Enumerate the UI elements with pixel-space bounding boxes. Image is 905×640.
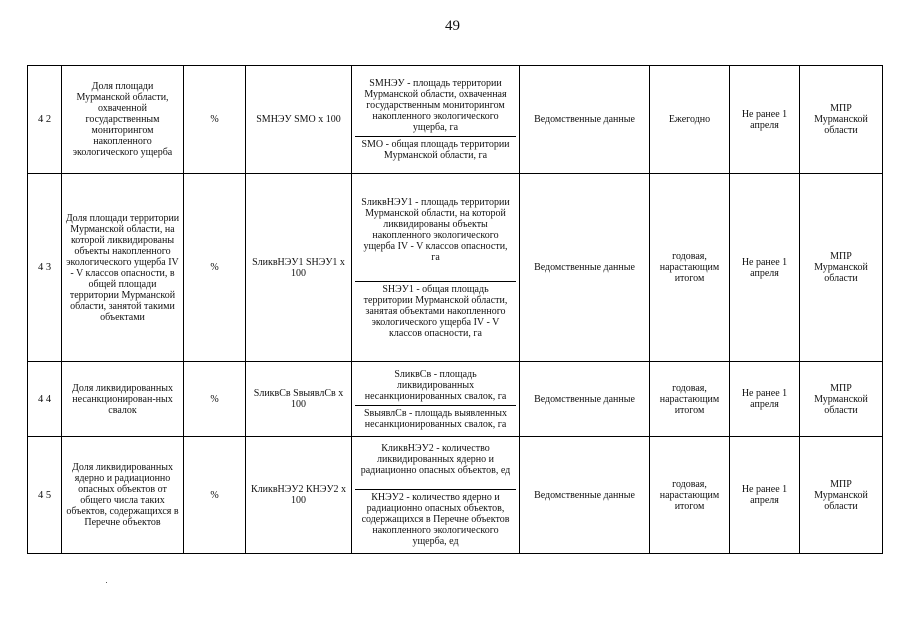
formula: SликвНЭУ1 SНЭУ1 х 100 xyxy=(246,174,352,362)
definitions-cell xyxy=(352,362,520,437)
deadline: Не ранее 1 апреля xyxy=(730,174,800,362)
data-source: Ведомственные данные xyxy=(520,362,650,437)
definitions-cell xyxy=(352,174,520,362)
deadline: Не ранее 1 апреля xyxy=(730,66,800,174)
responsible: МПР Мурманской области xyxy=(800,66,883,174)
table-row xyxy=(28,174,883,362)
definition: КликвНЭУ2 - количество ликвидированных ядерно и радиационно опасных объектов, ед xyxy=(360,443,511,476)
indicators-table xyxy=(27,65,883,554)
definition: SвыявлСв - площадь выявленных несанкционированных свалок, га xyxy=(355,405,516,432)
indicator-name: Доля ликвидированных несанкционирован-ных свалок xyxy=(62,362,184,437)
row-number: 4 3 xyxy=(28,174,62,362)
formula: КликвНЭУ2 КНЭУ2 х 100 xyxy=(246,437,352,554)
unit: % xyxy=(184,437,246,554)
deadline: Не ранее 1 апреля xyxy=(730,437,800,554)
indicator-name: Доля ликвидированных ядерно и радиационно опасных объектов от общего числа таких объектов, содержащихся в Перечне объектов xyxy=(62,437,184,554)
periodicity: годовая, нарастающим итогом xyxy=(650,174,730,362)
indicator-name: Доля площади Мурманской области, охваченной государственным мониторингом накопленного экологического ущерба xyxy=(62,66,184,174)
definitions-cell xyxy=(352,437,520,554)
unit: % xyxy=(184,66,246,174)
row-number: 4 2 xyxy=(28,66,62,174)
page-number: 49 xyxy=(445,18,460,34)
table-row xyxy=(28,66,883,174)
table-row xyxy=(28,437,883,554)
unit: % xyxy=(184,362,246,437)
definition: КНЭУ2 - количество ядерно и радиационно опасных объектов, содержащихся в Перечне объектов накопленного экологического ущерба, ед xyxy=(355,489,516,549)
row-number: 4 5 xyxy=(28,437,62,554)
definition: SликвНЭУ1 - площадь территории Мурманской области, на которой ликвидированы объекты накопленного экологического ущерба IV - V классов опасности, га xyxy=(361,196,510,263)
formula: SМНЭУ SМО х 100 xyxy=(246,66,352,174)
data-source: Ведомственные данные xyxy=(520,66,650,174)
definition: SНЭУ1 - общая площадь территории Мурманской области, занятая объектами накопленного экологического ущерба IV - V классов опасности, га xyxy=(355,281,516,341)
scan-speck xyxy=(106,582,107,583)
periodicity: годовая, нарастающим итогом xyxy=(650,437,730,554)
table-row xyxy=(28,362,883,437)
formula: SликвСв SвыявлСв х 100 xyxy=(246,362,352,437)
deadline: Не ранее 1 апреля xyxy=(730,362,800,437)
definition: SликвСв - площадь ликвидированных несанкционированных свалок, га xyxy=(364,368,507,402)
periodicity: Ежегодно xyxy=(650,66,730,174)
definition: SМО - общая площадь территории Мурманской области, га xyxy=(355,136,516,163)
indicator-name: Доля площади территории Мурманской области, на которой ликвидированы объекты накопленного экологического ущерба IV - V классов опасности, в общей площади территории Мурманской области, занятой такими объектами xyxy=(62,174,184,362)
data-source: Ведомственные данные xyxy=(520,437,650,554)
responsible: МПР Мурманской области xyxy=(800,362,883,437)
data-source: Ведомственные данные xyxy=(520,174,650,362)
definitions-cell xyxy=(352,66,520,174)
periodicity: годовая, нарастающим итогом xyxy=(650,362,730,437)
row-number: 4 4 xyxy=(28,362,62,437)
definition: SМНЭУ - площадь территории Мурманской области, охваченная государственным мониторингом накопленного экологического ущерба, га xyxy=(364,78,507,133)
unit: % xyxy=(184,174,246,362)
responsible: МПР Мурманской области xyxy=(800,437,883,554)
responsible: МПР Мурманской области xyxy=(800,174,883,362)
